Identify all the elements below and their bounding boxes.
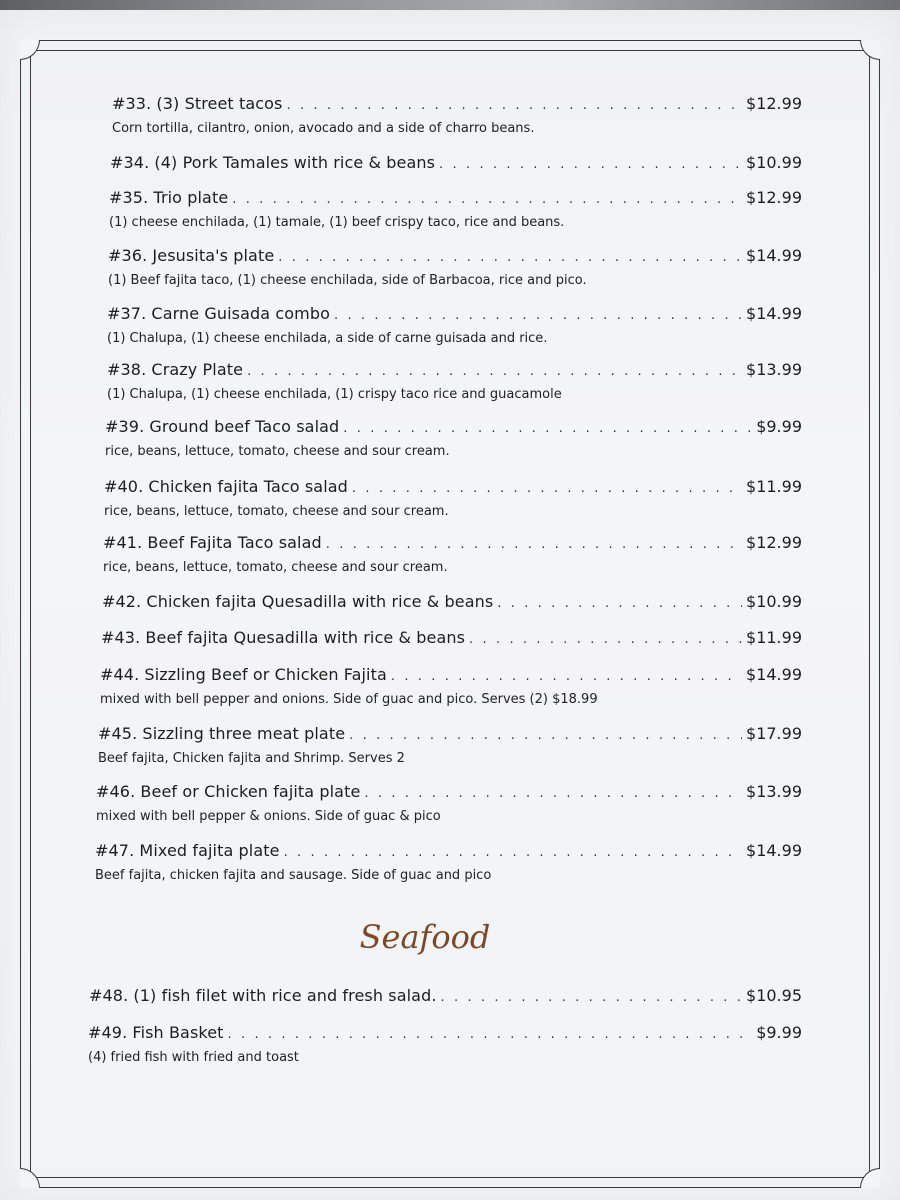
item-description: Beef fajita, Chicken fajita and Shrimp. Serves 2 bbox=[98, 751, 405, 766]
item-price: $17.99 bbox=[746, 724, 802, 743]
item-description: (1) Beef fajita taco, (1) cheese enchilada, side of Barbacoa, rice and pico. bbox=[108, 273, 587, 288]
item-name: #47. Mixed fajita plate bbox=[95, 841, 280, 860]
item-description: rice, beans, lettuce, tomato, cheese and sour cream. bbox=[105, 444, 450, 459]
item-price: $9.99 bbox=[756, 1023, 802, 1042]
item-name: #38. Crazy Plate bbox=[107, 360, 244, 379]
leader-dots bbox=[352, 479, 742, 499]
item-description: (1) Chalupa, (1) cheese enchilada, (1) crispy taco rice and guacamole bbox=[107, 387, 562, 402]
leader-dots bbox=[247, 362, 742, 382]
item-price: $10.99 bbox=[746, 592, 802, 611]
menu-item-33 bbox=[112, 94, 802, 137]
menu-item-41 bbox=[103, 533, 802, 576]
menu-item-46 bbox=[96, 782, 802, 825]
item-name: #41. Beef Fajita Taco salad bbox=[103, 533, 322, 552]
menu-item-48 bbox=[89, 986, 802, 1008]
menu-item-49 bbox=[88, 1023, 802, 1066]
leader-dots bbox=[232, 190, 742, 210]
menu-item-43 bbox=[101, 628, 802, 650]
item-name: #36. Jesusita's plate bbox=[108, 246, 275, 265]
item-price: $13.99 bbox=[746, 782, 802, 801]
leader-dots bbox=[391, 667, 742, 687]
menu-item-34 bbox=[110, 153, 802, 175]
menu-item-42 bbox=[102, 592, 802, 614]
item-name: #35. Trio plate bbox=[109, 188, 229, 207]
leader-dots bbox=[439, 155, 742, 175]
item-name: #45. Sizzling three meat plate bbox=[98, 724, 346, 743]
item-name: #46. Beef or Chicken fajita plate bbox=[96, 782, 361, 801]
menu-item-37 bbox=[107, 304, 802, 347]
item-name: #48. (1) fish filet with rice and fresh salad. bbox=[89, 986, 437, 1005]
item-price: $9.99 bbox=[756, 417, 802, 436]
item-price: $12.99 bbox=[746, 188, 802, 207]
item-description: Corn tortilla, cilantro, onion, avocado and a side of charro beans. bbox=[112, 121, 535, 136]
item-name: #49. Fish Basket bbox=[88, 1023, 224, 1042]
leader-dots bbox=[228, 1025, 753, 1045]
item-description: mixed with bell pepper & onions. Side of guac & pico bbox=[96, 809, 441, 824]
leader-dots bbox=[469, 630, 742, 650]
item-name: #34. (4) Pork Tamales with rice & beans bbox=[110, 153, 436, 172]
item-description: rice, beans, lettuce, tomato, cheese and sour cream. bbox=[104, 504, 449, 519]
item-name: #42. Chicken fajita Quesadilla with rice & beans bbox=[102, 592, 494, 611]
leader-dots bbox=[497, 594, 742, 614]
item-price: $10.95 bbox=[746, 986, 802, 1005]
item-name: #37. Carne Guisada combo bbox=[107, 304, 330, 323]
item-price: $13.99 bbox=[746, 360, 802, 379]
section-title-seafood: Seafood bbox=[359, 918, 491, 956]
leader-dots bbox=[364, 784, 742, 804]
leader-dots bbox=[284, 843, 742, 863]
menu-item-35 bbox=[109, 188, 802, 231]
item-price: $11.99 bbox=[746, 477, 802, 496]
item-description: rice, beans, lettuce, tomato, cheese and sour cream. bbox=[103, 560, 448, 575]
menu-item-45 bbox=[98, 724, 802, 767]
item-name: #39. Ground beef Taco salad bbox=[105, 417, 340, 436]
item-price: $14.99 bbox=[746, 304, 802, 323]
item-description: Beef fajita, chicken fajita and sausage. Side of guac and pico bbox=[95, 868, 492, 883]
item-name: #43. Beef fajita Quesadilla with rice & beans bbox=[101, 628, 466, 647]
item-name: #33. (3) Street tacos bbox=[112, 94, 283, 113]
menu-item-40 bbox=[104, 477, 802, 520]
item-name: #44. Sizzling Beef or Chicken Fajita bbox=[100, 665, 387, 684]
leader-dots bbox=[287, 96, 743, 116]
menu-item-39 bbox=[105, 417, 802, 460]
leader-dots bbox=[349, 726, 742, 746]
leader-dots bbox=[441, 988, 742, 1008]
item-name: #40. Chicken fajita Taco salad bbox=[104, 477, 348, 496]
item-description: (1) cheese enchilada, (1) tamale, (1) beef crispy taco, rice and beans. bbox=[109, 215, 565, 230]
item-price: $12.99 bbox=[746, 94, 802, 113]
item-price: $14.99 bbox=[746, 246, 802, 265]
menu-item-44 bbox=[100, 665, 802, 708]
item-price: $14.99 bbox=[746, 841, 802, 860]
item-price: $14.99 bbox=[746, 665, 802, 684]
leader-dots bbox=[343, 419, 752, 439]
item-description: (1) Chalupa, (1) cheese enchilada, a side of carne guisada and rice. bbox=[107, 331, 548, 346]
menu-item-36 bbox=[108, 246, 802, 289]
leader-dots bbox=[334, 306, 742, 326]
item-description: mixed with bell pepper and onions. Side of guac and pico. Serves (2) $18.99 bbox=[100, 692, 598, 707]
item-price: $12.99 bbox=[746, 533, 802, 552]
leader-dots bbox=[278, 248, 742, 268]
item-price: $10.99 bbox=[746, 153, 802, 172]
menu-item-47 bbox=[95, 841, 802, 884]
leader-dots bbox=[326, 535, 742, 555]
item-price: $11.99 bbox=[746, 628, 802, 647]
menu-item-38 bbox=[107, 360, 802, 403]
item-description: (4) fried fish with fried and toast bbox=[88, 1050, 299, 1065]
